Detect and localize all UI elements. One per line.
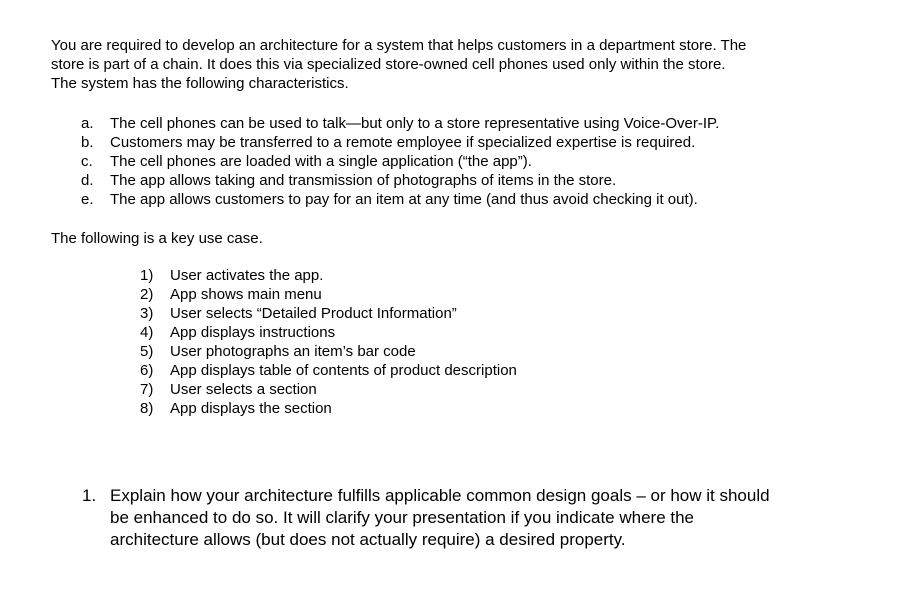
step-marker: 8) — [140, 400, 154, 417]
characteristic-item — [81, 114, 719, 133]
characteristic-item — [81, 171, 719, 190]
step-text: App displays the section — [170, 400, 332, 417]
question-line: Explain how your architecture fulfills applicable common design goals – or how it should — [110, 486, 770, 505]
use-case-step — [140, 304, 517, 323]
use-case-step — [140, 399, 517, 418]
step-marker: 3) — [140, 305, 154, 322]
characteristic-text: The app allows taking and transmission of photographs of items in the store. — [110, 172, 617, 189]
step-text: App displays table of contents of product description — [170, 362, 517, 379]
list-marker: e. — [81, 191, 94, 208]
question-marker: 1. — [82, 486, 97, 505]
question-list — [82, 485, 850, 551]
intro-line: The system has the following characteristics. — [51, 75, 349, 92]
list-marker: b. — [81, 134, 94, 151]
intro-line: store is part of a chain. It does this via specialized store-owned cell phones used only within the store. — [51, 56, 726, 73]
step-marker: 6) — [140, 362, 154, 379]
step-text: App displays instructions — [170, 324, 336, 341]
characteristic-text: Customers may be transferred to a remote employee if specialized expertise is required. — [110, 134, 696, 151]
characteristic-item — [81, 190, 719, 209]
step-text: User selects “Detailed Product Information” — [170, 305, 457, 322]
step-text: User activates the app. — [170, 267, 324, 284]
step-marker: 1) — [140, 267, 154, 284]
step-marker: 4) — [140, 324, 154, 341]
step-text: User selects a section — [170, 381, 317, 398]
use-case-step — [140, 361, 517, 380]
use-case-step — [140, 323, 517, 342]
question-line: be enhanced to do so. It will clarify your presentation if you indicate where the — [110, 508, 695, 527]
list-marker: c. — [81, 153, 93, 170]
list-marker: a. — [81, 115, 94, 132]
use-case-step — [140, 266, 517, 285]
question-item — [82, 485, 850, 551]
characteristic-item — [81, 133, 719, 152]
step-text: App shows main menu — [170, 286, 322, 303]
use-case-intro: The following is a key use case. — [51, 230, 263, 247]
step-marker: 2) — [140, 286, 154, 303]
question-line: architecture allows (but does not actually require) a desired property. — [110, 530, 626, 549]
intro-paragraph — [51, 36, 851, 93]
list-marker: d. — [81, 172, 94, 189]
characteristic-text: The app allows customers to pay for an item at any time (and thus avoid checking it out). — [110, 191, 698, 208]
step-marker: 5) — [140, 343, 154, 360]
characteristic-text: The cell phones can be used to talk—but only to a store representative using Voice-Over-IP. — [110, 115, 720, 132]
characteristics-list — [81, 114, 719, 209]
use-case-step — [140, 285, 517, 304]
use-case-step — [140, 380, 517, 399]
step-marker: 7) — [140, 381, 154, 398]
step-text: User photographs an item’s bar code — [170, 343, 416, 360]
characteristic-text: The cell phones are loaded with a single application (“the app”). — [110, 153, 532, 170]
intro-line: You are required to develop an architecture for a system that helps customers in a department store. The — [51, 37, 747, 54]
use-case-steps-list — [140, 266, 517, 418]
characteristic-item — [81, 152, 719, 171]
use-case-step — [140, 342, 517, 361]
